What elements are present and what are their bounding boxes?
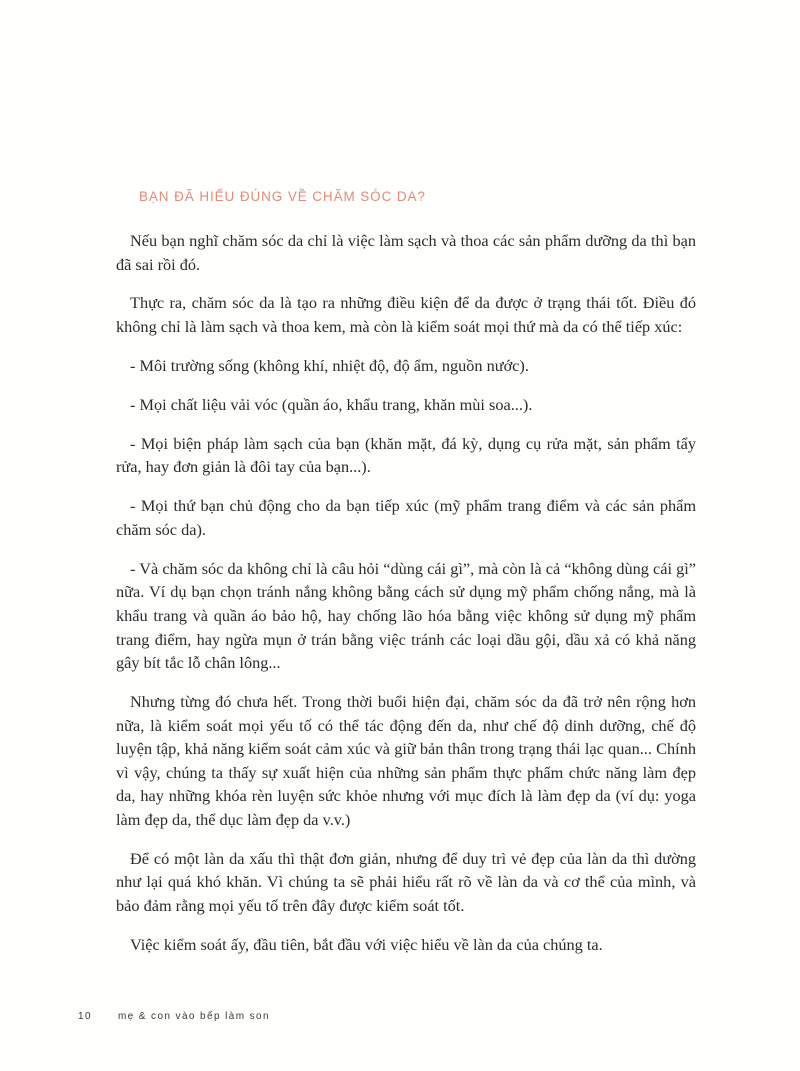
paragraph-intro: Nếu bạn nghĩ chăm sóc da chỉ là việc làm sạch và thoa các sản phẩm dưỡng da thì bạn đã sai rồi đó. xyxy=(116,231,696,274)
paragraph-conclusion: Việc kiểm soát ấy, đầu tiên, bắt đầu với việc hiểu về làn da của chúng ta. xyxy=(130,934,603,954)
section-heading: BẠN ĐÃ HIỂU ĐÚNG VỀ CHĂM SÓC DA? xyxy=(139,189,426,204)
list-item-environment: - Môi trường sống (không khí, nhiệt độ, độ ẩm, nguồn nước). xyxy=(130,355,529,375)
running-title: mẹ & con vào bếp làm son xyxy=(117,1011,270,1022)
body-text xyxy=(116,229,696,972)
page-number: 10 xyxy=(78,1011,92,1022)
paragraph-modern-care: Nhưng từng đó chưa hết. Trong thời buổi hiện đại, chăm sóc da đã trở nên rộng hơn nữa, là kiểm soát mọi yếu tố có thể tác động đến da, như chế độ dinh dưỡng, chế độ luyện tập, khả năng kiểm soát cảm xúc và giữ bản thân trong trạng thái lạc quan... Chính vì vậy, chúng ta thấy sự xuất hiện của những sản phẩm thực phẩm chức năng làm đẹp da, hay những khóa rèn luyện sức khỏe nhưng với mục đích là làm đẹp da (ví dụ: yoga làm đẹp da, thể dục làm đẹp da v.v.) xyxy=(116,691,696,829)
paragraph-definition: Thực ra, chăm sóc da là tạo ra những điều kiện để da được ở trạng thái tốt. Điều đó không chỉ là làm sạch và thoa kem, mà còn là kiểm soát mọi thứ mà da có thể tiếp xúc: xyxy=(116,293,696,337)
list-item-cleansing: - Mọi biện pháp làm sạch của bạn (khăn mặt, đá kỳ, dụng cụ rửa mặt, sản phẩm tẩy rửa, hay đơn giản là đôi tay của bạn...). xyxy=(116,433,696,477)
list-item-fabrics: - Mọi chất liệu vải vóc (quần áo, khẩu trang, khăn mùi soa...). xyxy=(130,394,533,414)
paragraph-maintenance: Để có một làn da xấu thì thật đơn giản, nhưng để duy trì vẻ đẹp của làn da thì dường như lại quá khó khăn. Vì chúng ta sẽ phải hiểu rất rõ về làn da và cơ thể của mình, và bảo đảm rằng mọi yếu tố trên đây được kiểm soát tốt. xyxy=(116,848,696,916)
list-item-cosmetics: - Mọi thứ bạn chủ động cho da bạn tiếp xúc (mỹ phẩm trang điểm và các sản phẩm chăm sóc da). xyxy=(116,496,696,539)
list-item-what-not-to-use: - Và chăm sóc da không chỉ là câu hỏi “dùng cái gì”, mà còn là cả “không dùng cái gì” nữa. Ví dụ bạn chọn tránh nắng không bằng cách sử dụng mỹ phẩm chống nắng, mà là khẩu trang và quần áo bảo hộ, hay chống lão hóa bằng việc không sử dụng mỹ phẩm trang điểm, hay ngừa mụn ở trán bằng việc tránh các loại dầu gội, dầu xả có khả năng gây bít tắc lỗ chân lông... xyxy=(116,558,696,673)
page-footer xyxy=(78,1011,270,1022)
